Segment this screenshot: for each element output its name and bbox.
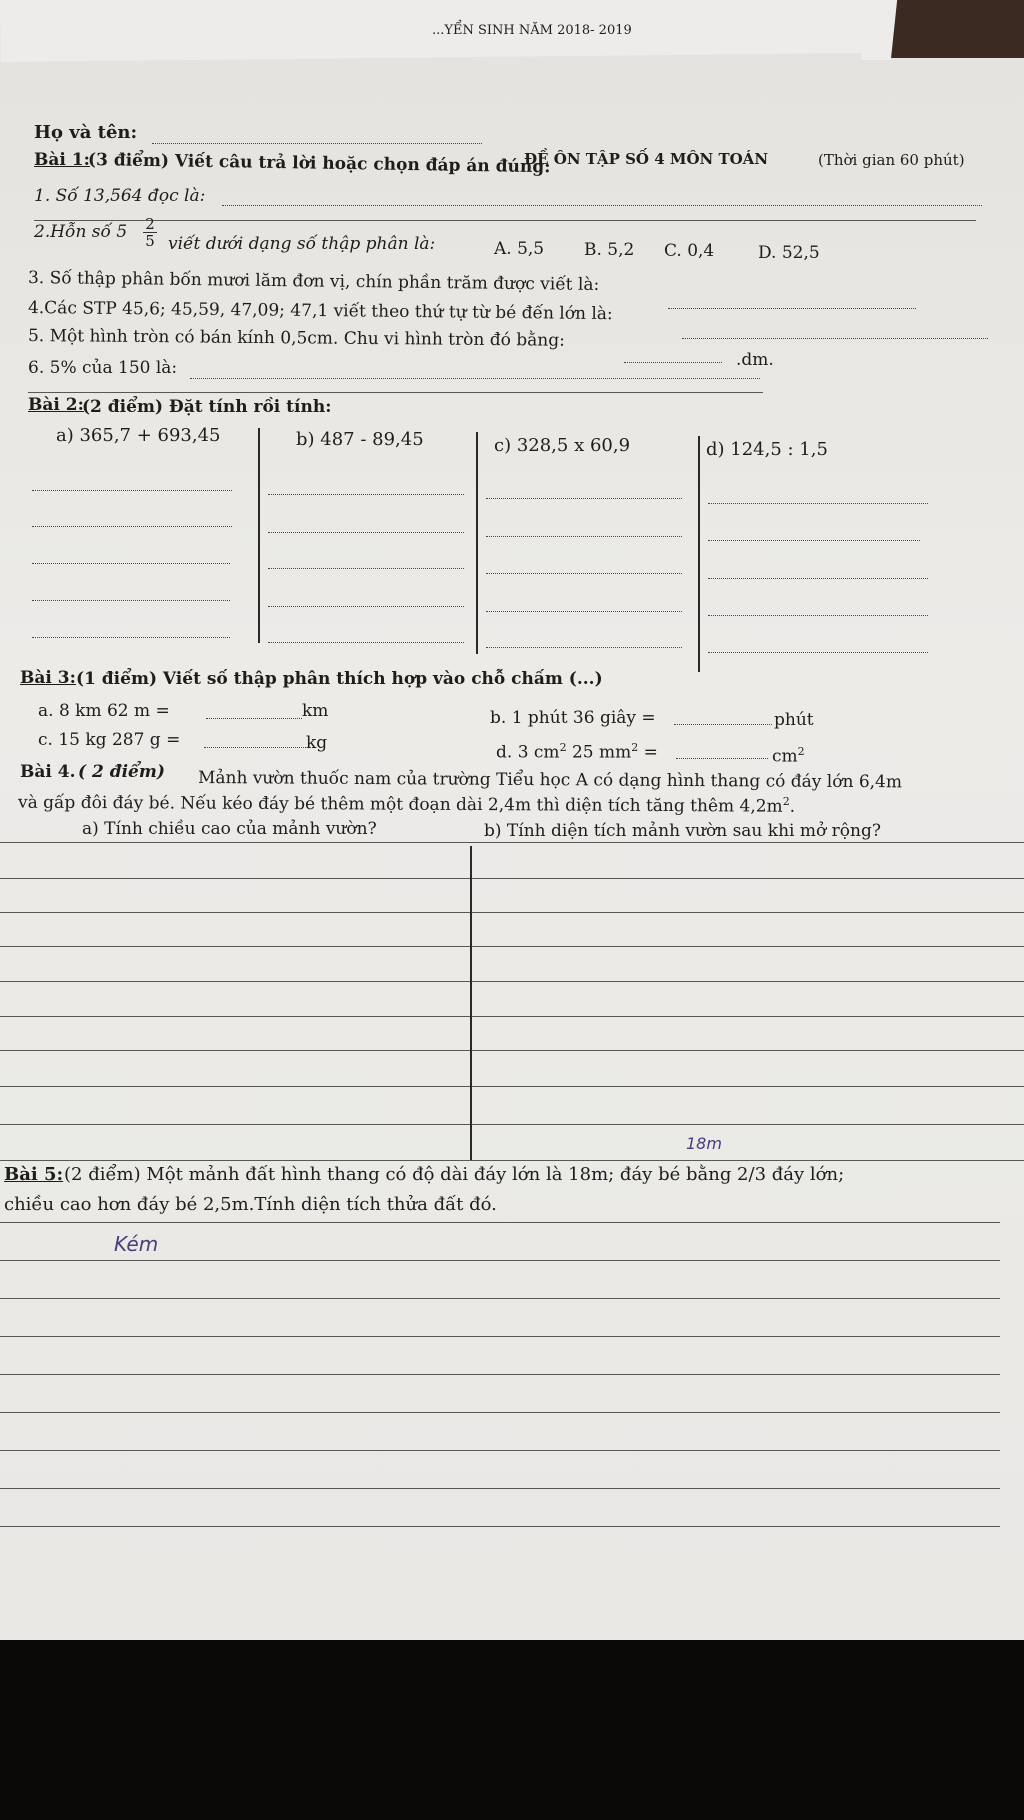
bai2-problem-d: d) 124,5 : 1,5 — [706, 439, 828, 460]
bai5-rule — [0, 1412, 1000, 1413]
top-note: ...YỂN SINH NĂM 2018- 2019 — [432, 23, 632, 38]
q2-option-c: C. 0,4 — [664, 241, 715, 261]
bai3-a-unit: km — [302, 701, 329, 721]
bai5-line1-rest: (2 điểm) Một mảnh đất hình thang có độ dài đáy lớn là 18m; đáy bé bằng 2/3 đáy lớn; — [64, 1164, 845, 1185]
bai3-a: a. 8 km 62 m = — [38, 701, 170, 721]
q4-dotted-line — [682, 338, 988, 339]
work-line — [268, 642, 464, 643]
work-line — [708, 578, 928, 579]
time-note: (Thời gian 60 phút) — [818, 151, 965, 169]
bai1-q4: 4.Các STP 45,6; 45,59, 47,09; 47,1 viết theo thứ tự từ bé đến lớn là: — [27, 298, 613, 325]
bai4-part-a: a) Tính chiều cao của mảnh vườn? — [82, 819, 377, 839]
bai4-line2-end: . — [789, 796, 796, 817]
bai3-b-unit: phút — [774, 710, 814, 730]
bai3-heading: Bài 3: — [20, 668, 76, 688]
work-line — [32, 600, 230, 601]
q1-dotted-line — [222, 205, 982, 206]
bai3-a-dotted — [206, 718, 302, 719]
q1-rule — [34, 220, 976, 221]
q2-option-b: B. 5,2 — [584, 240, 635, 260]
bai3-d-unit: cm — [772, 746, 798, 767]
work-line — [268, 606, 464, 607]
bai3-d-eq: = — [638, 742, 658, 763]
bai4-divider — [470, 846, 472, 1160]
bai4-rule — [0, 981, 1024, 982]
bai4-rule — [0, 912, 1024, 913]
work-line — [32, 637, 230, 638]
bai4-rule — [0, 842, 1024, 843]
bai5-rule — [0, 1336, 1000, 1337]
bai2-heading: Bài 2: — [28, 395, 84, 415]
q6-rule — [28, 392, 763, 393]
bai4-line1: Mảnh vườn thuốc nam của trường Tiểu học A có dạng hình thang có đáy lớn 6,4m — [197, 768, 903, 793]
bai5-rule — [0, 1374, 1000, 1375]
bai5-heading: Bài 5: — [4, 1164, 64, 1185]
q5-dotted-line — [624, 362, 722, 363]
sup-2: 2 — [559, 741, 567, 754]
bai4-rule — [0, 1160, 1024, 1161]
name-dotted-line — [152, 143, 482, 144]
sup-2: 2 — [631, 741, 639, 754]
bai4-line2 — [18, 792, 795, 816]
handwritten-kem: Kém — [114, 1232, 159, 1256]
bai4-line2-text: và gấp đôi đáy bé. Nếu kéo đáy bé thêm một đoạn dài 2,4m thì diện tích tăng thêm 4,2m — [17, 792, 783, 817]
q5-unit: .dm. — [736, 350, 774, 370]
work-line — [486, 611, 682, 612]
bai3-c: c. 15 kg 287 g = — [38, 730, 181, 750]
bai1-q6: 6. 5% của 150 là: — [28, 358, 178, 378]
bai4-rule — [0, 1016, 1024, 1017]
work-line — [32, 490, 232, 491]
bai1-heading: Bài 1: — [34, 150, 90, 170]
work-line — [268, 532, 464, 533]
exam-title: ĐỀ ÔN TẬP SỐ 4 MÔN TOÁN — [524, 150, 769, 168]
bai4-rule — [0, 1050, 1024, 1051]
bai3-b: b. 1 phút 36 giây = — [490, 708, 656, 728]
bai1-heading-rest: (3 điểm) Viết câu trả lời hoặc chọn đáp án đúng: — [87, 150, 551, 178]
bai1-q2-prefix: 2.Hỗn số 5 — [34, 222, 128, 242]
bai3-b-dotted — [674, 724, 772, 725]
handwritten-18m: 18m — [686, 1134, 722, 1153]
bai4-points: ( 2 điểm) — [78, 762, 165, 782]
bai3-d — [496, 742, 658, 762]
bai4-part-b: b) Tính diện tích mảnh vườn sau khi mở rộng? — [484, 821, 881, 841]
bai2-divider-3 — [698, 436, 700, 672]
work-line — [32, 563, 230, 564]
q2-option-a: A. 5,5 — [494, 239, 545, 259]
bai1-q2-rest: viết dưới dạng số thập phân là: — [168, 234, 436, 254]
bai2-problem-b: b) 487 - 89,45 — [296, 429, 424, 450]
sup-2: 2 — [782, 795, 790, 809]
name-label: Họ và tên: — [34, 122, 138, 143]
bai2-divider-1 — [258, 428, 260, 643]
work-line — [32, 526, 232, 527]
fraction-denominator: 5 — [145, 232, 155, 250]
bai3-d-mid: 25 mm — [566, 742, 632, 763]
bai1-q1: 1. Số 13,564 đọc là: — [34, 186, 206, 206]
bai4-rule — [0, 946, 1024, 947]
bai5-line1-points — [64, 1166, 844, 1184]
work-line — [708, 652, 928, 653]
bai1-q5: 5. Một hình tròn có bán kính 0,5cm. Chu vi hình tròn đó bằng: — [27, 326, 565, 351]
work-line — [268, 494, 464, 495]
work-line — [708, 540, 920, 541]
mixed-number-fraction — [143, 216, 157, 249]
bai4-rule — [0, 1086, 1024, 1087]
q2-option-d: D. 52,5 — [758, 243, 820, 263]
bai5-line2: chiều cao hơn đáy bé 2,5m.Tính diện tích thửa đất đó. — [4, 1194, 497, 1215]
bai5-rule — [0, 1488, 1000, 1489]
bai3-d-left: d. 3 cm — [496, 742, 560, 763]
work-line — [486, 573, 682, 574]
bai3-c-dotted — [204, 747, 306, 748]
bai4-rule — [0, 878, 1024, 879]
bai2-problem-c: c) 328,5 x 60,9 — [494, 435, 631, 456]
work-line — [268, 568, 464, 569]
q3-dotted-line — [668, 308, 916, 309]
bai5-rule — [0, 1260, 1000, 1261]
fraction-numerator: 2 — [143, 216, 157, 233]
bai3-heading-rest: (1 điểm) Viết số thập phân thích hợp vào chỗ chấm (...) — [76, 669, 603, 689]
bai2-heading-rest: (2 điểm) Đặt tính rồi tính: — [82, 397, 332, 417]
bai5-rule — [0, 1526, 1000, 1527]
bai3-d-unit-wrap — [772, 746, 805, 766]
work-line — [486, 498, 682, 499]
work-line — [486, 647, 682, 648]
work-line — [486, 536, 682, 537]
bai2-problem-a: a) 365,7 + 693,45 — [56, 425, 221, 446]
bai5-rule — [0, 1222, 1000, 1223]
bai3-c-unit: kg — [306, 733, 328, 753]
bai3-d-dotted — [676, 758, 768, 759]
bai5-rule — [0, 1298, 1000, 1299]
q6-dotted-line — [190, 378, 760, 379]
bai1-q3: 3. Số thập phân bốn mươi lăm đơn vị, chín phần trăm được viết là: — [27, 268, 600, 295]
table-corner — [874, 0, 1024, 58]
sup-2: 2 — [797, 745, 805, 758]
bai4-heading: Bài 4. — [20, 762, 76, 782]
bai2-divider-2 — [476, 432, 478, 654]
work-line — [708, 503, 928, 504]
work-line — [708, 615, 928, 616]
dark-background — [0, 1640, 1024, 1820]
bai5-rule — [0, 1450, 1000, 1451]
bai4-rule — [0, 1124, 1024, 1125]
